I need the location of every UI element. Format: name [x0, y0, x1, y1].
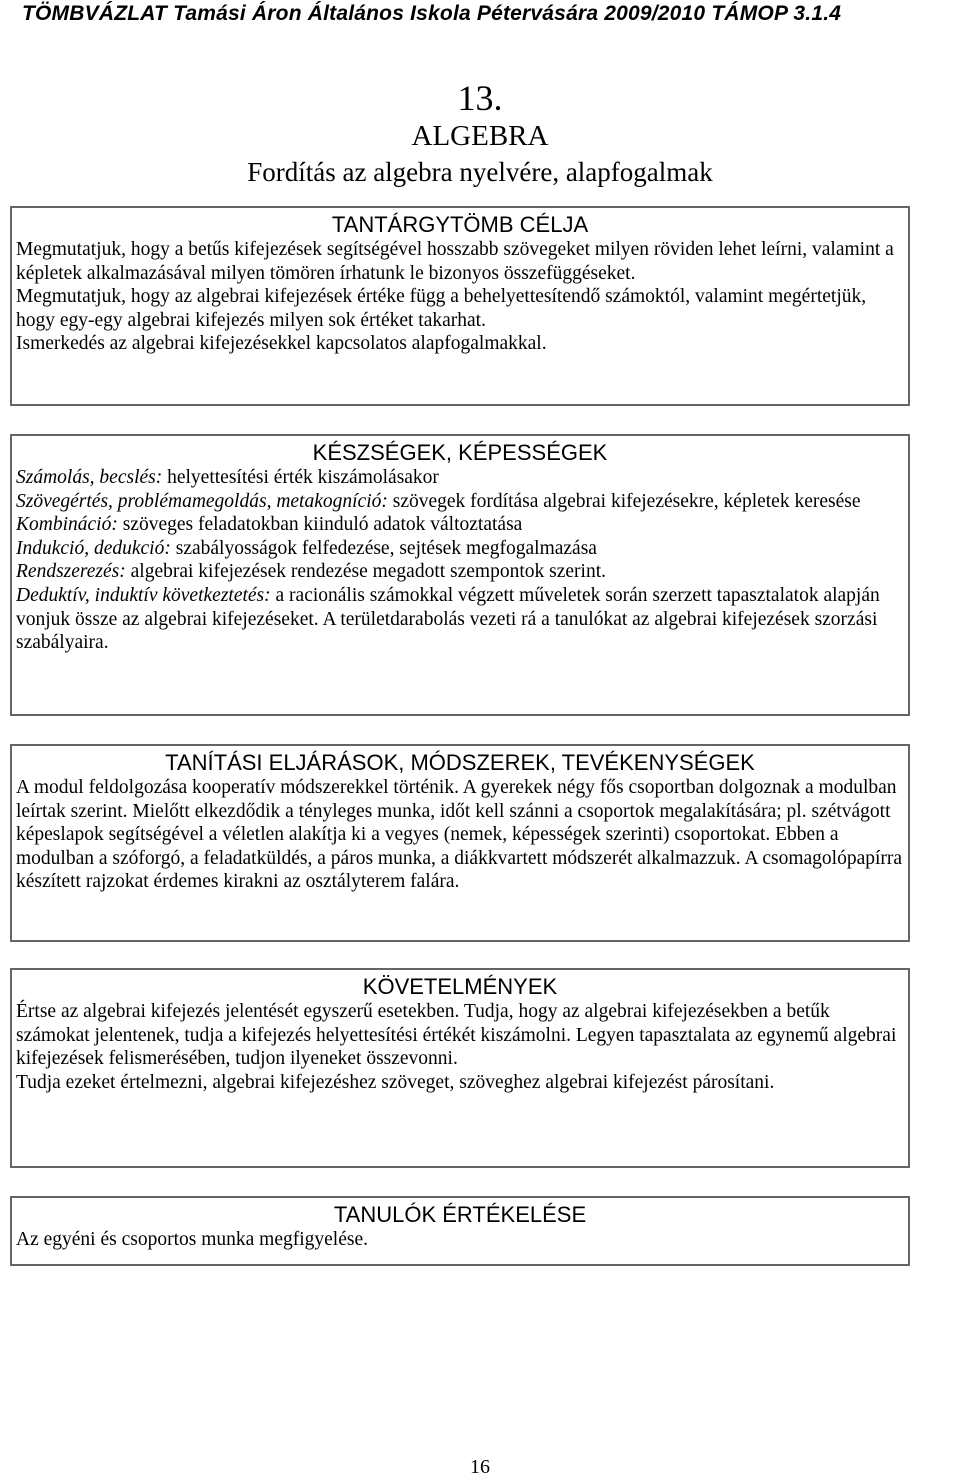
section-requirements-paragraph: Tudja ezeket értelmezni, algebrai kifejezéshez szöveget, szöveghez algebrai kifejezést párosítani. — [16, 1071, 775, 1093]
section-requirements-title: KÖVETELMÉNYEK — [362, 974, 558, 999]
section-requirements-paragraph: Értse az algebrai kifejezés jelentését egyszerű esetekben. Tudja, hogy az algebrai kifejezésekben a betűk számokat jelentenek, tudja a kifejezés helyettesítési értékét kiszámolni. Legyen tapasztalata az egynemű algebrai kifejezések felismerésében, tudjon ilyeneket összevonni. — [16, 1001, 897, 1070]
skill-text: algebrai kifejezések rendezése megadott szempontok szerint. — [125, 561, 606, 583]
section-goal — [10, 206, 910, 406]
page-number: 16 — [470, 1456, 490, 1478]
section-skills — [10, 434, 910, 716]
section-methods — [10, 744, 910, 942]
section-assessment-title: TANULÓK ÉRTÉKELÉSE — [333, 1202, 587, 1227]
skill-item — [16, 490, 904, 514]
skill-item — [16, 513, 904, 537]
skill-text: a racionális számokkal végzett műveletek során szerzett tapasztalatok alapján vonjuk össze az algebrai kifejezéseket. A területdarabolás vezeti rá a tanulókat az algebrai kifejezések szorzási szabályaira. — [16, 584, 880, 654]
section-requirements — [10, 968, 910, 1168]
skill-text: helyettesítési érték kiszámolásakor — [162, 467, 439, 488]
section-assessment — [10, 1196, 910, 1266]
skill-text: szöveges feladatokban kiinduló adatok változtatása — [117, 514, 523, 536]
chapter-title: ALGEBRA — [411, 120, 549, 152]
skill-term: Rendszerezés: — [16, 561, 126, 583]
section-goal-paragraph: Megmutatjuk, hogy a betűs kifejezések segítségével hosszabb szövegeket milyen röviden lehet leírni, valamint a képletek alkalmazásával milyen tömören írhatunk le bizonyos összefüggéseket. — [16, 239, 894, 284]
skill-term: Kombináció: — [16, 514, 118, 536]
skill-item — [16, 466, 904, 490]
section-skills-title: KÉSZSÉGEK, KÉPESSÉGEK — [312, 440, 608, 465]
skill-term: Számolás, becslés: — [16, 467, 163, 488]
skill-text: szövegek fordítása algebrai kifejezésekre, képletek keresése — [387, 490, 861, 512]
chapter-number: 13. — [457, 78, 503, 118]
skill-item — [16, 560, 904, 584]
skill-item — [16, 584, 904, 655]
skill-text: szabályosságok felfedezése, sejtések megfogalmazása — [170, 537, 597, 559]
section-assessment-paragraph: Az egyéni és csoportos munka megfigyelése. — [16, 1229, 368, 1250]
section-goal-title: TANTÁRGYTÖMB CÉLJA — [331, 212, 589, 237]
skill-term: Deduktív, induktív következtetés: — [16, 584, 271, 606]
section-goal-paragraph: Ismerkedés az algebrai kifejezésekkel kapcsolatos alapfogalmakkal. — [16, 333, 547, 355]
skill-term: Indukció, dedukció: — [16, 537, 171, 559]
page-header: TÖMBVÁZLAT Tamási Áron Általános Iskola Pétervására 2009/2010 TÁMOP 3.1.4 — [22, 2, 842, 25]
section-methods-title: TANÍTÁSI ELJÁRÁSOK, MÓDSZEREK, TEVÉKENYSÉGEK — [165, 750, 755, 775]
chapter-subtitle: Fordítás az algebra nyelvére, alapfogalmak — [247, 157, 713, 187]
skill-term: Szövegértés, problémamegoldás, metakogníció: — [16, 490, 388, 512]
skill-item — [16, 537, 904, 561]
section-goal-paragraph: Megmutatjuk, hogy az algebrai kifejezések értéke függ a behelyettesítendő számoktól, valamint megértetjük, hogy egy-egy algebrai kifejezés milyen sok értéket takarhat. — [16, 286, 867, 331]
section-methods-paragraph: A modul feldolgozása kooperatív módszerekkel történik. A gyerekek négy fős csoportban dolgoznak a modulban leírtak szerint. Mielőtt elkezdődik a tényleges munka, időt kell szánni a csoportok megalakítására; pl. szétvágott képeslapok segítségével a véletlen alakítja ki a vegyes (nemek, képességek szerinti) csoportokat. Ebben a modulban a szóforgó, a feladatküldés, a páros munka, a diákkvartett módszerét alkalmazzuk. A csomagolópapírra készített rajzokat érdemes kirakni az osztályterem falára. — [16, 777, 903, 893]
